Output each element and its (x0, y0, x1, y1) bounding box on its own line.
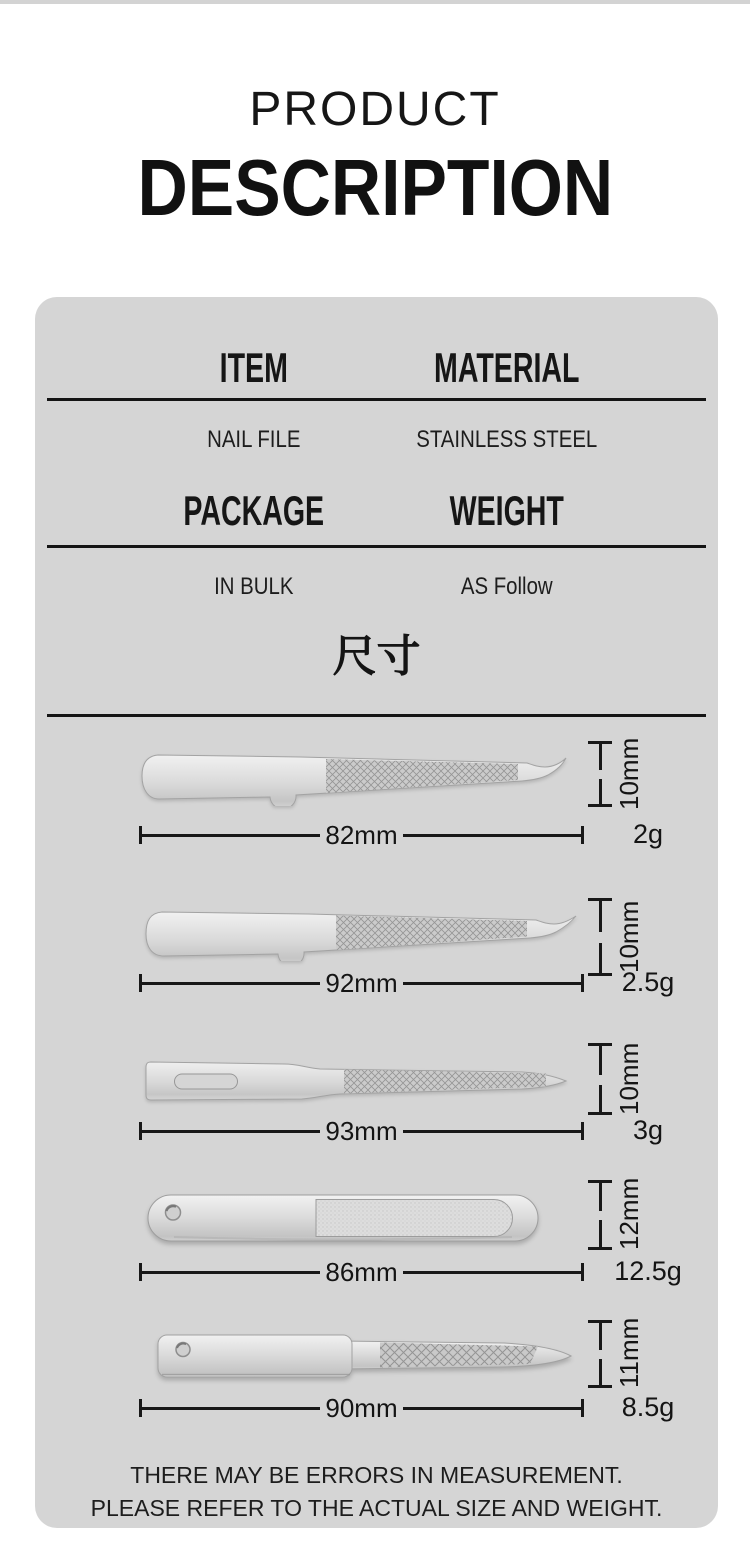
dimension-line-segment (403, 1130, 581, 1133)
spec-header-package: PACKAGE (183, 487, 324, 534)
nail-file-4-graphic (146, 1190, 540, 1246)
file-3-height-label: 10mm (614, 1042, 644, 1115)
dimension-line-segment (403, 834, 581, 837)
nail-file-1-graphic (140, 750, 570, 806)
file-5-height-bracket (588, 1320, 612, 1388)
file-5-height-label: 11mm (614, 1317, 644, 1388)
file-4-weight-label: 12.5g (614, 1256, 682, 1286)
file-2-height-bracket (588, 898, 612, 976)
top-accent-bar (0, 0, 750, 4)
dimension-line-segment (142, 834, 320, 837)
dimension-line-segment (142, 1271, 320, 1274)
file-1-length-dimension (139, 820, 584, 850)
file-4-height-bracket (588, 1180, 612, 1250)
title-product: PRODUCT (249, 83, 501, 136)
file-1-height-label: 10mm (614, 737, 644, 810)
dimension-cap (581, 826, 584, 844)
title-description-text: DESCRIPTION (137, 143, 613, 232)
nail-file-3-graphic (144, 1055, 578, 1107)
file-5-weight-label: 8.5g (621, 1392, 675, 1422)
divider-line-1 (47, 398, 706, 401)
file-2-length-dimension (139, 968, 584, 998)
dimension-line-segment (142, 982, 320, 985)
dimension-cap (581, 1122, 584, 1140)
file-3-length-dimension (139, 1116, 584, 1146)
dimension-cap (581, 1263, 584, 1281)
nail-file-5-graphic (156, 1330, 574, 1382)
size-section-title: 尺寸 (332, 632, 421, 681)
file-1-height-bracket (588, 741, 612, 807)
file-1-length-label: 82mm (325, 820, 398, 850)
file-3-weight-label: 3g (632, 1115, 664, 1145)
file-3-length-label: 93mm (325, 1116, 398, 1146)
file-3-height-bracket (588, 1043, 612, 1115)
dimension-line-segment (142, 1130, 320, 1133)
disclaimer-line-1: THERE MAY BE ERRORS IN MEASUREMENT. (130, 1462, 623, 1488)
measurement-disclaimer (35, 1459, 718, 1525)
file-4-length-label: 86mm (325, 1257, 398, 1287)
title-description (0, 143, 750, 232)
spec-value-nail-file: NAIL FILE (206, 426, 301, 453)
dimension-cap (581, 1399, 584, 1417)
spec-value-stainless-steel: STAINLESS STEEL (415, 426, 597, 453)
spec-card (35, 297, 718, 1528)
spec-header-weight: WEIGHT (449, 487, 564, 534)
spec-header-material: MATERIAL (433, 344, 579, 391)
file-1-weight-label: 2g (632, 819, 664, 849)
spec-value-as-follow: AS Follow (460, 573, 553, 600)
dimension-cap (581, 974, 584, 992)
disclaimer-line-2: PLEASE REFER TO THE ACTUAL SIZE AND WEIGHT. (90, 1495, 663, 1521)
divider-line-3 (47, 714, 706, 717)
dimension-line-segment (142, 1407, 320, 1410)
file-5-length-dimension (139, 1393, 584, 1423)
file-2-height-label: 10mm (614, 900, 644, 974)
file-4-height-label: 12mm (614, 1177, 644, 1250)
divider-line-2 (47, 545, 706, 548)
file-4-length-dimension (139, 1257, 584, 1287)
file-2-weight-label: 2.5g (621, 967, 675, 997)
spec-value-in-bulk: IN BULK (213, 573, 294, 600)
dimension-line-segment (403, 982, 581, 985)
dimension-line-segment (403, 1271, 581, 1274)
dimension-line-segment (403, 1407, 581, 1410)
nail-file-2-graphic (144, 905, 582, 961)
file-5-length-label: 90mm (325, 1393, 398, 1423)
spec-header-item: ITEM (219, 344, 288, 391)
file-2-length-label: 92mm (325, 968, 398, 998)
